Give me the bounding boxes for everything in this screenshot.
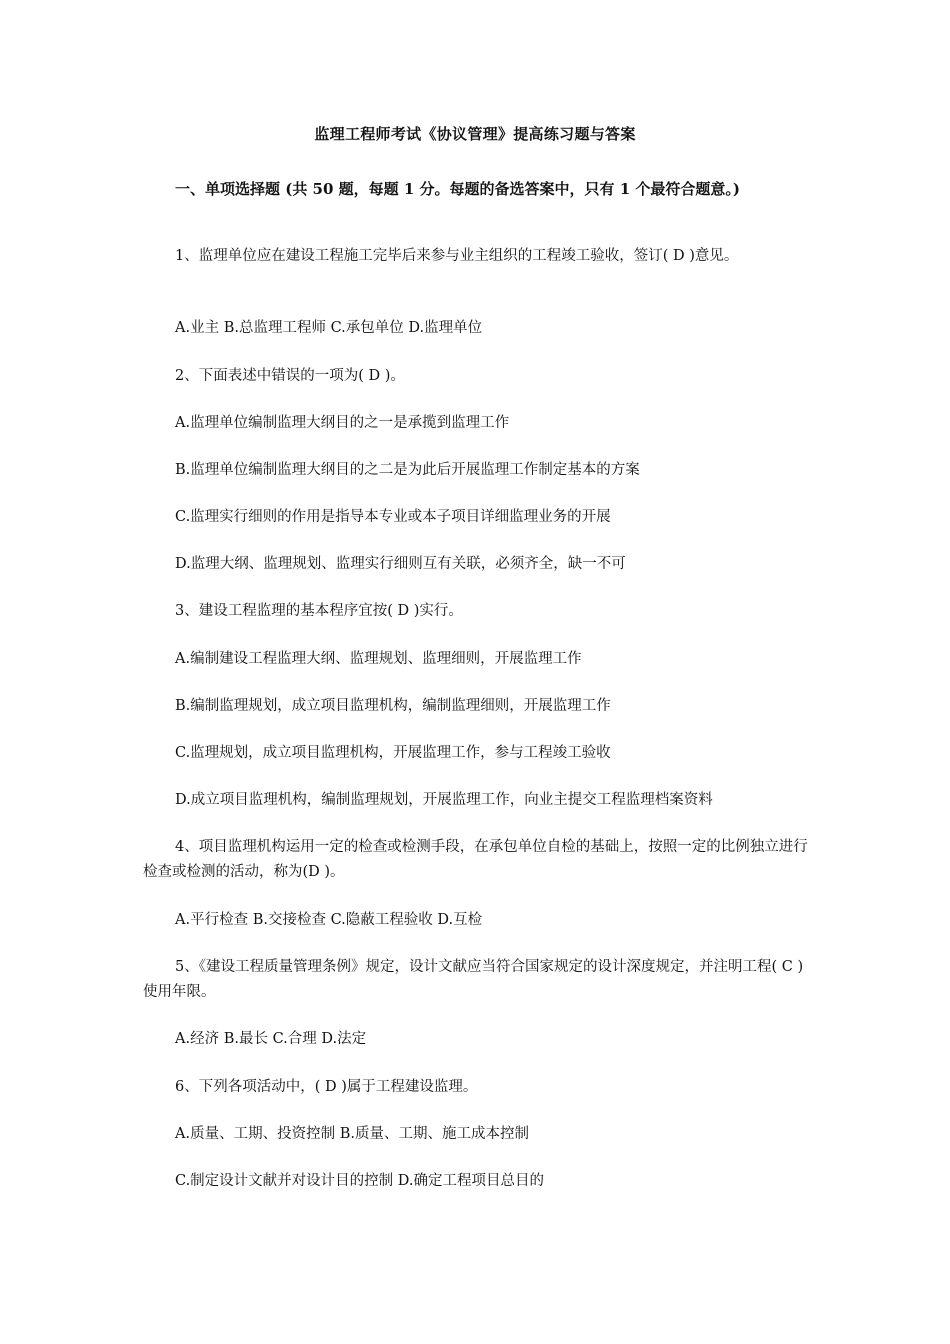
question-5: 5、《建设工程质量管理条例》规定，设计文献应当符合国家规定的设计深度规定，并注明工程( C )使用年限。 [143, 959, 804, 1000]
question-3-option-c: C.监理规划，成立项目监理机构，开展监理工作，参与工程竣工验收 [175, 745, 611, 761]
question-5-options: A.经济 B.最长 C.合理 D.法定 [175, 1031, 367, 1047]
question-6: 6、下列各项活动中，( D )属于工程建设监理。 [175, 1079, 478, 1095]
question-3: 3、建设工程监理的基本程序宜按( D )实行。 [175, 603, 463, 619]
question-1-options: A.业主 B.总监理工程师 C.承包单位 D.监理单位 [175, 320, 483, 336]
document-title: 监理工程师考试《协议管理》提高练习题与答案 [314, 125, 636, 143]
question-2: 2、下面表述中错误的一项为( D )。 [175, 368, 405, 384]
question-2-option-d: D.监理大纲、监理规划、监理实行细则互有关联，必须齐全，缺一不可 [175, 556, 626, 572]
question-4: 4、项目监理机构运用一定的检查或检测手段，在承包单位自检的基础上，按照一定的比例独立进行检查或检测的活动，称为(D )。 [143, 839, 808, 880]
question-6-option-cd: C.制定设计文献并对设计目的控制 D.确定工程项目总目的 [175, 1173, 545, 1189]
question-2-option-b: B.监理单位编制监理大纲目的之二是为此后开展监理工作制定基本的方案 [175, 462, 640, 478]
question-4-options: A.平行检查 B.交接检查 C.隐蔽工程验收 D.互检 [175, 912, 483, 928]
question-3-option-b: B.编制监理规划，成立项目监理机构，编制监理细则，开展监理工作 [175, 698, 611, 714]
question-2-option-c: C.监理实行细则的作用是指导本专业或本子项目详细监理业务的开展 [175, 509, 611, 525]
question-3-option-d: D.成立项目监理机构，编制监理规划，开展监理工作，向业主提交工程监理档案资料 [175, 792, 713, 808]
question-1: 1、监理单位应在建设工程施工完毕后来参与业主组织的工程竣工验收，签订( D )意见。 [175, 248, 739, 264]
section-heading: 一、单项选择题 (共 50 题，每题 1 分。每题的备选答案中，只有 1 个最符合题意。) [175, 180, 741, 198]
question-3-option-a: A.编制建设工程监理大纲、监理规划、监理细则，开展监理工作 [175, 651, 582, 667]
question-6-option-ab: A.质量、工期、投资控制 B.质量、工期、施工成本控制 [175, 1126, 529, 1142]
question-2-option-a: A.监理单位编制监理大纲目的之一是承揽到监理工作 [175, 415, 510, 431]
